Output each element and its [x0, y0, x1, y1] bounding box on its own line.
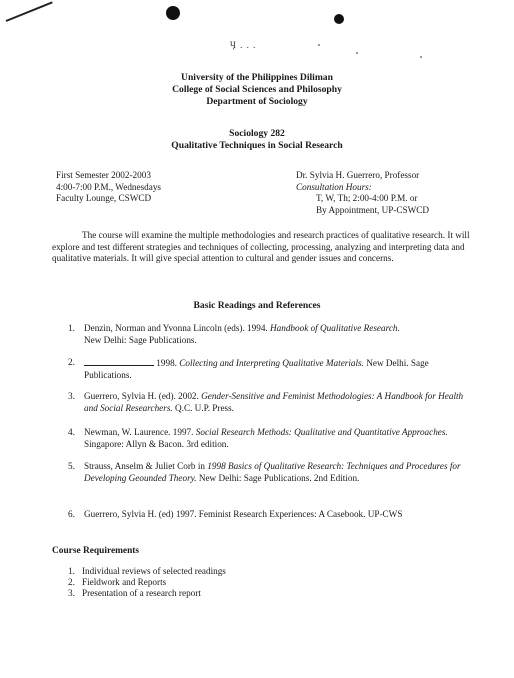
instructor-block — [296, 170, 429, 216]
college-name: College of Social Sciences and Philosophy — [172, 84, 342, 95]
university-name: University of the Philippines Diliman — [181, 72, 333, 83]
requirements-title: Course Requirements — [52, 546, 140, 556]
requirement-item: 2. Fieldwork and Reports — [68, 577, 167, 587]
semester: First Semester 2002-2003 — [56, 170, 151, 180]
reference-item: 1. Denzin, Norman and Yvonna Lincoln (eds). 1994. Handbook of Qualitative Research. New Delhi: Sage Publications. — [68, 323, 400, 345]
schedule-block — [56, 170, 161, 205]
readings-title: Basic Readings and References — [193, 300, 321, 311]
reference-item: 2. 1998. Collecting and Interpreting Qualitative Materials. New Delhi. Sage Publications. — [68, 357, 429, 380]
course-title: Qualitative Techniques in Social Research — [171, 140, 343, 151]
consultation-hours: T, W, Th; 2:00-4:00 P.M. or — [316, 193, 418, 204]
speck — [318, 44, 320, 46]
punch-hole-left — [166, 6, 180, 20]
author-blank — [84, 356, 154, 366]
reference-item: 5. Strauss, Anselm & Juliet Corb in 1998 Basics of Qualitative Research: Techniques and Procedures for Developing Geounded Theory. New Delhi: Sage Publications. 2nd Edition. — [68, 461, 461, 483]
punch-hole-right — [334, 14, 344, 24]
instructor-name: Dr. Sylvia H. Guerrero, Professor — [296, 170, 420, 180]
appointment: By Appointment, UP-CSWCD — [316, 204, 430, 215]
class-time: 4:00-7:00 P.M., Wednesdays — [56, 181, 161, 192]
speck — [420, 56, 422, 58]
reference-item: 6. Guerrero, Sylvia H. (ed) 1997. Feminist Research Experiences: A Casebook. UP-CWS — [68, 509, 403, 519]
pen-mark — [6, 1, 53, 22]
reference-item: 4. Newman, W. Laurence. 1997. Social Research Methods: Qualitative and Quantitative Approaches. Singapore: Allyn & Bacon. 3rd edition. — [68, 427, 448, 449]
requirement-item: 3. Presentation of a research report — [68, 588, 201, 598]
requirement-item: 1. Individual reviews of selected readings — [68, 566, 226, 576]
stamp-mark: Ӌ . . . — [230, 40, 257, 50]
course-code: Sociology 282 — [229, 128, 285, 139]
course-description: The course will examine the multiple methodologies and research practices of qualitative research. It will explore and test different strategies and techniques of collecting, processing, analyzing and interpreting data and qualitative materials. It will give special attention to cultural and gender issues and concerns. — [52, 230, 470, 264]
venue: Faculty Lounge, CSWCD — [56, 193, 152, 204]
consultation-label: Consultation Hours: — [296, 181, 372, 192]
reference-item: 3. Guerrero, Sylvia H. (ed). 2002. Gender-Sensitive and Feminist Methodologies: A Handbook for Health and Social Researchers. Q.C. U.P. Press. — [68, 391, 464, 413]
department-name: Department of Sociology — [206, 96, 308, 107]
requirements-list — [68, 566, 226, 599]
speck — [356, 52, 358, 54]
